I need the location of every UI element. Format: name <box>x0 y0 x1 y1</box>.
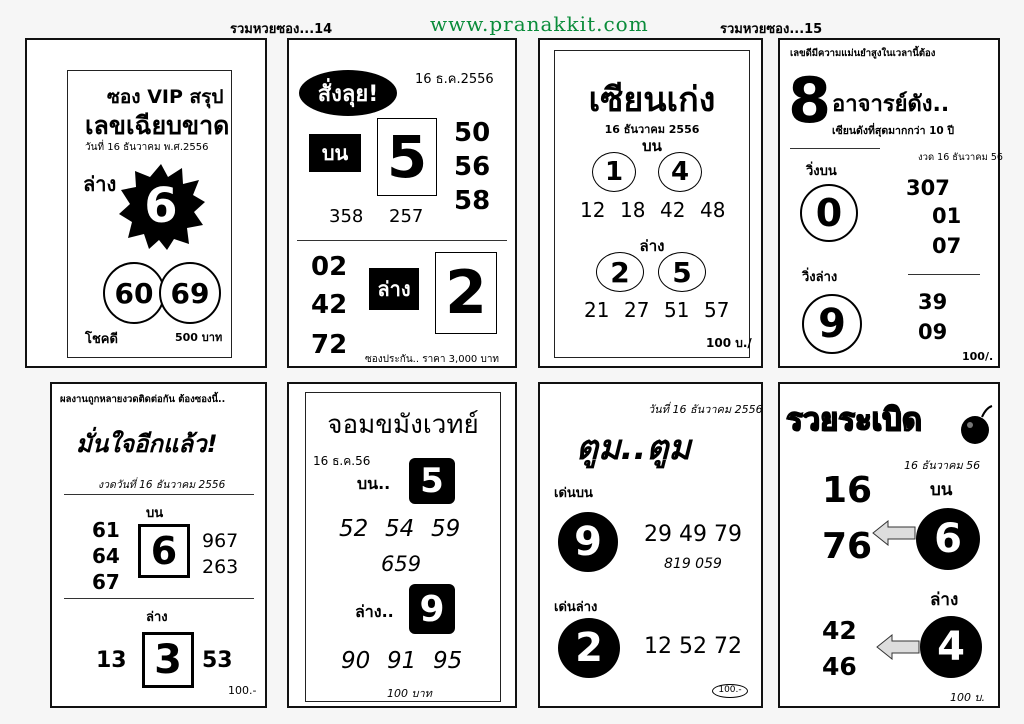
p4-upper-list-2: 01 <box>932 204 962 228</box>
site-watermark: www.pranakkit.com <box>430 12 649 36</box>
p7-upper-number: 9 <box>558 512 618 572</box>
p2-upper-list-1: 50 <box>454 118 491 148</box>
p7-lower-row: 12 52 72 <box>644 634 742 659</box>
p2-upper-label: บน <box>309 134 361 172</box>
p6-upper-row-3: 59 <box>431 516 461 542</box>
p3-lower-row-4: 57 <box>704 298 730 322</box>
p3-lower-row-3: 51 <box>664 298 690 322</box>
p1-lower-label: ล่าง <box>83 172 117 196</box>
p3-upper-row-2: 18 <box>620 198 646 222</box>
p2-date: 16 ธ.ค.2556 <box>415 72 494 87</box>
p5-right-list-2: 263 <box>202 556 239 578</box>
p7-title: ตูม..ตูม <box>576 428 691 468</box>
p8-upper-label: บน <box>930 480 953 500</box>
p3-title: เซียนเก่ง <box>588 80 716 120</box>
p2-upper-list-3: 58 <box>454 186 491 216</box>
p4-lower-list-2: 09 <box>918 320 948 344</box>
p4-lower-number: 9 <box>802 294 862 354</box>
p2-lower-list-1: 02 <box>311 252 348 282</box>
panel-ajarn-dang <box>778 38 1003 368</box>
p4-number-8: 8 <box>788 64 832 137</box>
p5-date: งวดวันที่ 16 ธันวาคม 2556 <box>98 479 226 491</box>
p3-upper-row-1: 12 <box>580 198 606 222</box>
header-right-label: รวมหวยซอง...15 <box>720 22 823 37</box>
p2-lower-list-3: 72 <box>311 330 348 360</box>
p8-price: 100 บ. <box>950 691 985 704</box>
p5-right-list-1: 967 <box>202 530 239 552</box>
p8-lower-number: 4 <box>920 616 982 678</box>
p8-upper-list-1: 16 <box>822 470 873 511</box>
p4-lower-label: วิ่งล่าง <box>802 270 838 285</box>
p7-lower-number: 2 <box>558 618 620 678</box>
header-left-label: รวมหวยซอง...14 <box>230 22 333 37</box>
p3-upper-circle-2: 4 <box>658 152 702 192</box>
p2-row-1: 358 <box>329 206 364 227</box>
panel-vip-sarup <box>25 38 267 368</box>
p5-left-list-1: 61 <box>92 518 120 542</box>
p4-price: 100/. <box>962 350 994 363</box>
p6-upper-row-2: 54 <box>385 516 415 542</box>
p4-upper-list-3: 07 <box>932 234 962 258</box>
p5-lower-number: 3 <box>142 632 194 688</box>
p6-title: จอมขมังเวทย์ <box>327 410 479 440</box>
p6-lower-row-1: 90 <box>341 648 371 674</box>
p7-upper-row: 29 49 79 <box>644 522 742 547</box>
p8-upper-list-2: 76 <box>822 526 873 567</box>
p4-subtitle: เซียนดังที่สุดมากกว่า 10 ปี <box>832 125 955 137</box>
p5-title: มั่นใจอีกแล้ว! <box>76 430 218 458</box>
p5-lower-label: ล่าง <box>146 610 168 625</box>
p3-lower-row-1: 21 <box>584 298 610 322</box>
p6-upper-label: บน.. <box>357 474 391 493</box>
panel-man-jai <box>50 382 267 708</box>
p6-lower-row-2: 91 <box>387 648 417 674</box>
p5-price: 100.- <box>228 684 257 697</box>
p3-lower-circle-2: 5 <box>658 252 706 292</box>
p5-lower-right: 53 <box>202 648 233 673</box>
p4-lower-list-1: 39 <box>918 290 948 314</box>
p5-left-list-2: 64 <box>92 544 120 568</box>
p8-date: 16 ธันวาคม 56 <box>904 459 981 472</box>
p8-upper-number: 6 <box>916 508 980 570</box>
p3-date: 16 ธันวาคม 2556 <box>604 123 700 136</box>
panel-ruay-rabert <box>778 382 1000 708</box>
p2-footer: ซองประกัน.. ราคา 3,000 บาท <box>365 354 500 365</box>
p6-upper-number: 5 <box>409 458 455 504</box>
p2-lower-list-2: 42 <box>311 290 348 320</box>
p4-date: งวด 16 ธันวาคม 56 <box>918 152 1003 163</box>
p6-date: 16 ธ.ค.56 <box>313 454 371 468</box>
p7-upper-sub: 819 059 <box>664 556 722 572</box>
p5-lower-left: 13 <box>96 648 127 673</box>
p2-title: สั่งลุย! <box>299 70 397 116</box>
p6-lower-row-3: 95 <box>433 648 463 674</box>
p1-date: วันที่ 16 ธันวาคม พ.ศ.2556 <box>85 142 209 153</box>
p8-lower-label: ล่าง <box>930 590 959 610</box>
arrow-left-icon <box>872 520 916 546</box>
p6-lower-label: ล่าง.. <box>355 602 394 621</box>
p4-top-text: เลขดีมีความแม่นยำสูงในเวลานี้ต้อง <box>790 48 936 59</box>
p2-upper-list-2: 56 <box>454 152 491 182</box>
p3-upper-circle-1: 1 <box>592 152 636 192</box>
p4-upper-list-1: 307 <box>906 176 950 200</box>
p1-pair-circle-2: 69 <box>159 262 221 324</box>
p1-pair-circle-1: 60 <box>103 262 165 324</box>
panel-toom-toom <box>538 382 763 708</box>
p1-brand: โชคดี <box>85 332 118 347</box>
p3-lower-label: ล่าง <box>639 237 665 255</box>
p1-line1: ซอง VIP สรุป <box>107 86 224 108</box>
p4-upper-label: วิ่งบน <box>806 164 837 179</box>
panel-sang-lui <box>287 38 517 368</box>
p3-upper-row-3: 42 <box>660 198 686 222</box>
p7-upper-label: เด่นบน <box>554 486 593 501</box>
p3-lower-circle-1: 2 <box>596 252 644 292</box>
p2-lower-label: ล่าง <box>369 268 419 310</box>
p6-lower-number: 9 <box>409 584 455 634</box>
p7-lower-label: เด่นล่าง <box>554 600 598 615</box>
p6-mid-number: 659 <box>381 552 422 576</box>
p5-left-list-3: 67 <box>92 570 120 594</box>
panel-jom-khamang <box>287 382 517 708</box>
p8-title: รวยระเบิด <box>786 402 922 438</box>
p5-upper-label: บน <box>146 506 164 521</box>
p2-lower-number: 2 <box>435 252 497 334</box>
p3-upper-label: บน <box>642 137 662 155</box>
p6-price: 100 บาท <box>387 687 432 700</box>
p5-top-text: ผลงานถูกหลายงวดติดต่อกัน ต้องซองนี้.. <box>60 394 226 405</box>
p8-lower-list-2: 46 <box>822 652 857 681</box>
panel-sian-keng <box>538 38 763 368</box>
p5-upper-number: 6 <box>138 524 190 578</box>
bomb-icon <box>956 402 996 446</box>
p2-upper-number: 5 <box>377 118 437 196</box>
p1-price: 500 บาท <box>175 331 223 344</box>
p4-title: อาจารย์ดัง.. <box>832 92 950 117</box>
p6-upper-row-1: 52 <box>339 516 369 542</box>
p7-date: วันที่ 16 ธันวาคม 2556 <box>648 403 763 416</box>
p1-line2: เลขเฉียบขาด <box>85 111 230 140</box>
p1-lower-number: 6 <box>144 178 178 234</box>
p2-row-2: 257 <box>389 206 424 227</box>
p3-price: 100 บ./ <box>706 336 752 350</box>
p8-lower-list-1: 42 <box>822 616 857 645</box>
p3-lower-row-2: 27 <box>624 298 650 322</box>
p3-upper-row-4: 48 <box>700 198 726 222</box>
p4-upper-number: 0 <box>800 184 858 242</box>
p7-price: 100.- <box>712 684 748 698</box>
arrow-left-icon <box>876 634 920 660</box>
